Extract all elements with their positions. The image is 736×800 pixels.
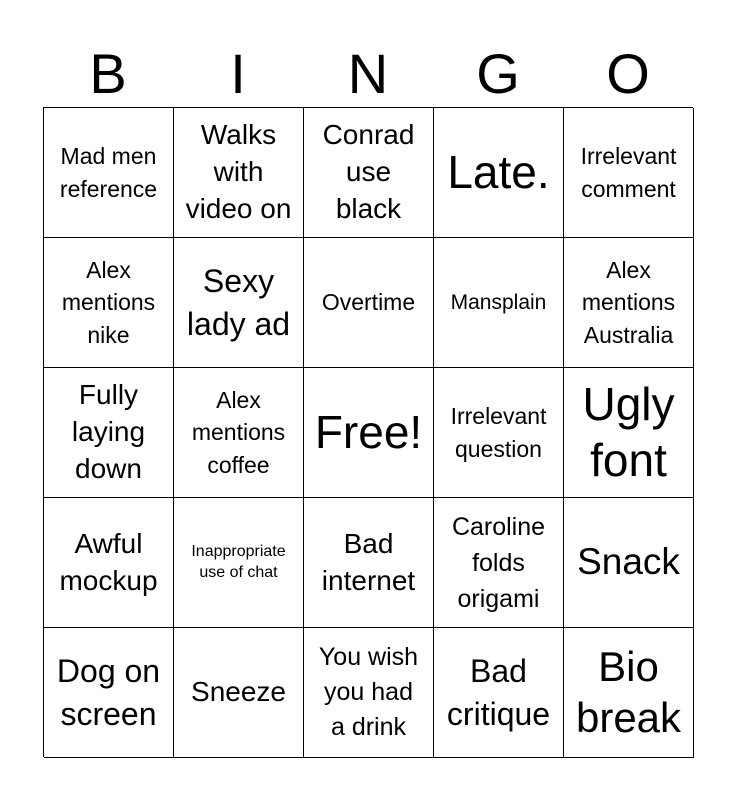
cell-text: Sexy lady ad [186,263,291,342]
bingo-cell-r4c3[interactable] [304,498,434,628]
bingo-cell-r4c2[interactable] [174,498,304,628]
cell-text: Bad critique [446,653,551,732]
bingo-cell-r1c3[interactable] [304,108,434,238]
cell-text: Alex mentions Australia [581,257,676,348]
header-letter-b: B [89,42,127,105]
cell-text: Snack [577,541,680,583]
cell-text: Mad men reference [59,143,158,202]
cell-text: Alex mentions nike [61,257,156,348]
bingo-cell-r3c1[interactable] [44,368,174,498]
bingo-cell-r5c2[interactable] [174,628,304,758]
header-letter-o: O [606,42,650,105]
cell-text: Bio break [575,643,682,741]
cell-text: Mansplain [450,290,547,314]
cell-text: Ugly font [582,378,675,486]
cell-text: Fully laying down [71,379,146,484]
cell-text: Dog on screen [56,653,161,732]
cell-text: Overtime [321,289,416,316]
bingo-cell-r3c3[interactable] [304,368,434,498]
header-letter-g: G [476,42,520,105]
bingo-cell-r4c5[interactable] [564,498,694,628]
bingo-cell-r3c4[interactable] [434,368,564,498]
bingo-cell-r2c3[interactable] [304,238,434,368]
bingo-header [43,40,693,108]
bingo-cell-r1c2[interactable] [174,108,304,238]
cell-text: Irrelevant question [450,403,547,462]
bingo-cell-r3c2[interactable] [174,368,304,498]
cell-text: Inappropriate use of chat [191,542,286,581]
header-letter-n: N [347,42,389,105]
header-letter-i: I [230,42,246,105]
cell-text: Alex mentions coffee [191,387,286,478]
bingo-cell-r1c4[interactable] [434,108,564,238]
cell-text: Walks with video on [185,119,292,224]
bingo-cell-r2c2[interactable] [174,238,304,368]
bingo-cell-r5c5[interactable] [564,628,694,758]
bingo-cell-r4c4[interactable] [434,498,564,628]
cell-text: Late. [447,145,550,198]
bingo-cell-r4c1[interactable] [44,498,174,628]
bingo-cell-r2c1[interactable] [44,238,174,368]
cell-text: Sneeze [191,676,286,708]
bingo-cell-r5c4[interactable] [434,628,564,758]
bingo-cell-r2c5[interactable] [564,238,694,368]
cell-text: Free! [314,405,423,458]
bingo-board [43,107,693,757]
cell-text: Awful mockup [59,527,158,596]
cell-text: Conrad use black [322,119,415,224]
bingo-cell-r3c5[interactable] [564,368,694,498]
bingo-cell-r1c1[interactable] [44,108,174,238]
bingo-cell-r5c3[interactable] [304,628,434,758]
cell-text: You wish you had a drink [318,643,419,741]
cell-text: Bad internet [321,527,416,596]
bingo-cell-r1c5[interactable] [564,108,694,238]
cell-text: Caroline folds origami [451,512,546,613]
cell-text: Irrelevant comment [580,143,677,202]
bingo-cell-r2c4[interactable] [434,238,564,368]
bingo-cell-r5c1[interactable] [44,628,174,758]
